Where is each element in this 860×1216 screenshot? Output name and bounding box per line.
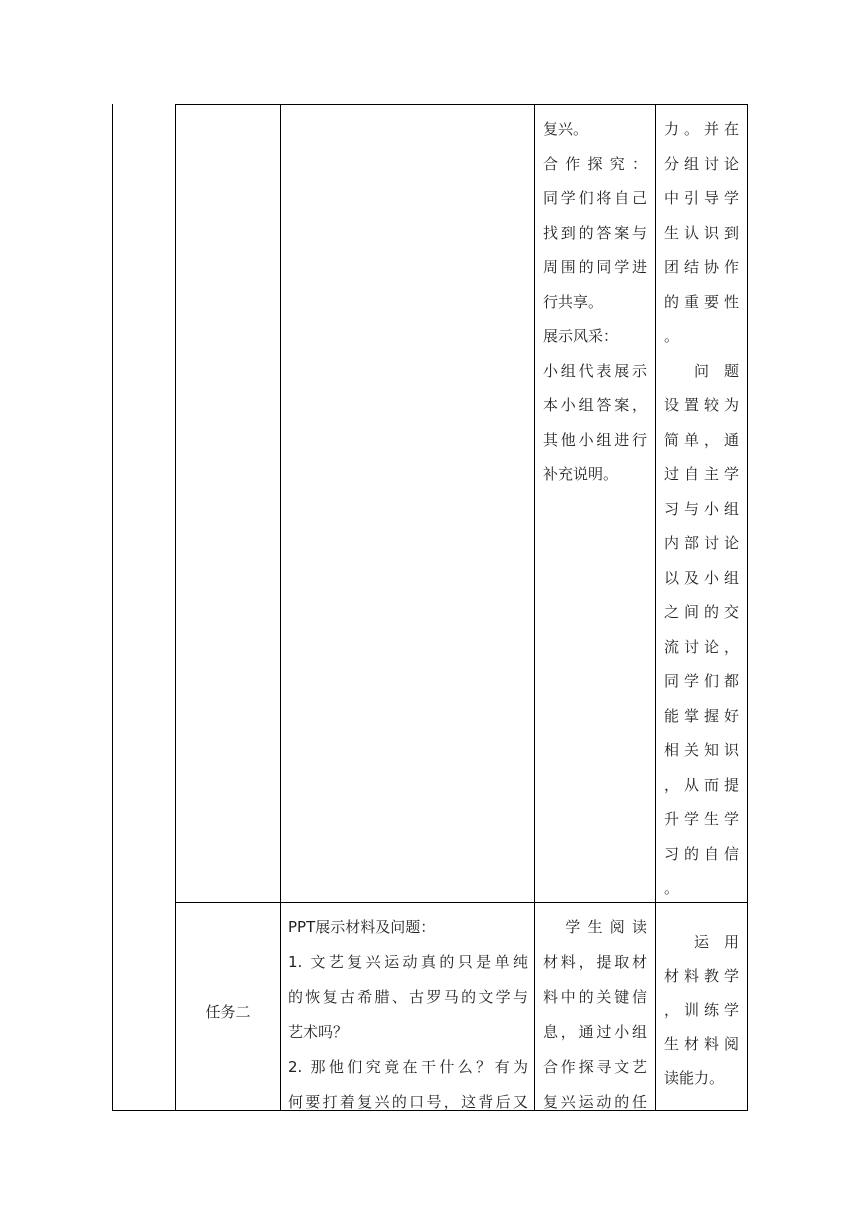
text-line: 内部讨论 (664, 534, 739, 552)
text-line: 分组讨论 (664, 154, 739, 173)
table-border-top (175, 104, 748, 105)
text-line: ，训练学 (664, 1001, 739, 1019)
text-line: 之间的交 (664, 603, 739, 621)
text-line: 的重要性 (664, 292, 739, 311)
row1-student-cell (543, 112, 647, 492)
text-line: 相关知识 (664, 741, 739, 759)
text-line: 补充说明。 (543, 465, 619, 483)
text-line: 2. 那他们究竟在干什么？有为 (288, 1058, 528, 1076)
text-line: 简单，通 (664, 430, 739, 449)
text-line: 习与小组 (664, 499, 739, 518)
table-divider-col3 (534, 104, 535, 1111)
text-line: 1. 文艺复兴运动真的只是单纯 (288, 953, 528, 971)
row2-student-cell (543, 910, 647, 1120)
text-line: 过自主学 (664, 465, 739, 483)
table-divider-col4 (655, 104, 656, 1111)
text-line: 的恢复古希腊、古罗马的文学与 (288, 988, 528, 1006)
text-line: 力。并在 (664, 120, 739, 138)
text-line: 读能力。 (664, 1069, 725, 1087)
row2-teacher-cell (288, 910, 528, 1120)
text-line: 料中的关键信 (543, 988, 647, 1006)
text-line: 艺术吗？ (288, 1023, 349, 1041)
text-line: 本小组答案， (543, 396, 647, 414)
text-line: 息，通过小组 (543, 1023, 647, 1041)
text-line: 合作探寻文艺 (543, 1058, 647, 1076)
text-line: 同学们都 (664, 672, 739, 690)
text-line: 学生阅读 (543, 918, 647, 936)
text-line: 能掌握好 (664, 706, 739, 725)
text-line: 中引导学 (664, 189, 739, 207)
text-line: 复兴运动的任 (543, 1093, 647, 1111)
table-row-divider (175, 902, 748, 903)
text-line: 团结协作 (664, 258, 739, 276)
text-line: 小组代表展示 (543, 361, 647, 380)
text-line: PPT展示材料及问题： (288, 918, 436, 936)
table-divider-col1 (175, 104, 176, 1111)
text-line: 何要打着复兴的口号，这背后又 (288, 1093, 528, 1111)
table-border-left (112, 104, 113, 1111)
text-line: 找到的答案与 (543, 223, 647, 242)
text-line: 周围的同学进 (543, 258, 647, 276)
text-line: 问题 (664, 361, 739, 380)
task-label: 任务二 (205, 1003, 251, 1021)
text-line: 升学生学 (664, 810, 739, 828)
text-line: 习的自信 (664, 844, 739, 863)
text-line: 。 (664, 879, 680, 897)
text-line: 合作探究： (543, 154, 647, 173)
text-line: 同学们将自己 (543, 189, 647, 207)
text-line: 流讨论， (664, 637, 739, 656)
text-line: 以及小组 (664, 568, 739, 587)
text-line: 。 (664, 327, 680, 345)
text-line: 运用 (664, 933, 739, 951)
row1-intent-cell (664, 112, 739, 906)
text-line: 材料，提取材 (543, 953, 647, 971)
text-line: 复兴。 (543, 120, 589, 138)
text-line: 材料教学 (664, 967, 739, 985)
row2-intent-cell (664, 925, 739, 1095)
text-line: 设置较为 (664, 396, 739, 414)
text-line: 生材料阅 (664, 1035, 739, 1053)
text-line: 其他小组进行 (543, 430, 647, 449)
text-line: ，从而提 (664, 775, 739, 794)
text-line: 展示风采： (543, 327, 619, 345)
table-border-right (747, 104, 748, 1111)
text-line: 行共享。 (543, 292, 604, 311)
text-line: 生认识到 (664, 223, 739, 242)
table-divider-col2 (280, 104, 281, 1111)
